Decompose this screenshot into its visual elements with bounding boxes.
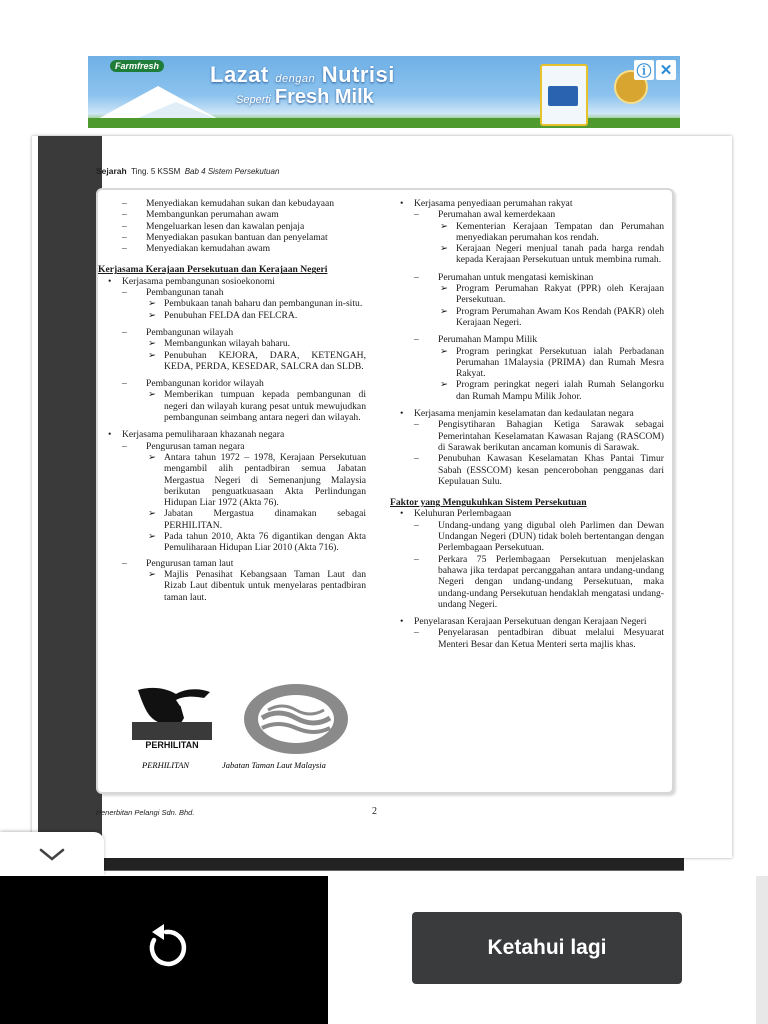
- list-marker: ➢: [148, 531, 157, 543]
- list-marker: •: [400, 408, 404, 420]
- item-text: Memberikan tumpuan kepada pembangunan di negeri dan wilayah kurang pesat untuk mewujudkan pembangunan seimbang antara negeri dan wilayah.: [164, 389, 366, 424]
- bottom-bar-edge: [756, 876, 768, 1024]
- sub-point: [390, 243, 664, 266]
- item-text: Jabatan Mergastua dinamakan sebagai PERHILITAN.: [164, 508, 366, 531]
- item-text: Kerjasama menjamin keselamatan dan kedaulatan negara: [414, 408, 634, 420]
- next-page-edge: [104, 858, 684, 871]
- list-marker: •: [108, 429, 112, 441]
- page-footer: Penerbitan Pelangi Sdn. Bhd.: [96, 808, 195, 817]
- item-text: Keluhuran Perlembagaan: [414, 508, 512, 520]
- notes-box: [96, 188, 674, 794]
- list-marker: –: [122, 378, 127, 390]
- list-marker: ➢: [440, 220, 449, 232]
- list-marker: –: [122, 209, 127, 221]
- dash-item: [98, 243, 366, 254]
- list-marker: ➢: [440, 379, 449, 391]
- list-marker: ➢: [148, 568, 157, 580]
- item-text: Penyelarasan Kerajaan Persekutuan dengan Kerajaan Negeri: [414, 616, 647, 628]
- list-marker: ➢: [148, 451, 157, 463]
- list-marker: –: [414, 271, 419, 283]
- list-marker: –: [122, 231, 127, 243]
- item-text: Penyelarasan pentadbiran dibuat melalui Mesyuarat Menteri Besar dan Ketua Menteri serta majlis khas.: [438, 627, 664, 650]
- dash-item: [98, 327, 366, 338]
- list-marker: –: [414, 627, 419, 639]
- bottom-ad-bar: [0, 876, 768, 1024]
- page-header: Sejarah Ting. 5 KSSM Bab 4 Sistem Persekutuan: [96, 166, 280, 176]
- replay-panel[interactable]: [0, 876, 328, 1024]
- item-text: Perumahan awal kemerdekaan: [438, 209, 556, 221]
- item-text: Perumahan untuk mengatasi kemiskinan: [438, 271, 594, 283]
- list-marker: –: [122, 198, 127, 209]
- chevron-down-icon[interactable]: [38, 846, 66, 862]
- item-text: Pengurusan taman negara: [146, 440, 245, 452]
- document-page: [32, 136, 732, 858]
- dash-item: [390, 554, 664, 610]
- close-icon[interactable]: ✕: [656, 60, 676, 80]
- list-marker: –: [122, 440, 127, 452]
- page-left-shadow: [38, 136, 102, 836]
- list-marker: ➢: [148, 349, 157, 361]
- item-text: Undang-undang yang digubal oleh Parlimen dan Dewan Undangan Negeri (DUN) tidak boleh bertentangan dengan Perlembagaan Persekutuan.: [438, 519, 664, 554]
- list-marker: ➢: [440, 345, 449, 357]
- item-text: Program peringkat negeri ialah Rumah Selangorku dan Rumah Mampu Milik Johor.: [456, 379, 664, 402]
- item-text: Antara tahun 1972 – 1978, Kerajaan Persekutuan mengambil alih pentadbiran semua Jabatan Mergastua Negeri di Semenanjung Malaysia berikutan penguatkuasaan Akta Perlindungan Hidupan Liar 1972 (Akta 76).: [164, 451, 366, 509]
- sub-point: [98, 350, 366, 373]
- list-marker: ➢: [440, 283, 449, 295]
- item-text: Perumahan Mampu Milik: [438, 334, 538, 346]
- dash-item: [98, 441, 366, 452]
- item-text: Perkara 75 Perlembagaan Persekutuan menjelaskan bahawa jika terdapat percanggahan antara undang-undang Negeri dengan undang-undang Persekutuan, maka undang-undang Persekutuan hendaklah mengatasi undang-undang Negeri.: [438, 553, 664, 610]
- ad-controls: [634, 60, 676, 80]
- ad-banner[interactable]: [88, 56, 680, 128]
- sub-point: [98, 531, 366, 554]
- list-marker: –: [414, 209, 419, 221]
- list-marker: ➢: [148, 389, 157, 401]
- dash-item: [390, 272, 664, 283]
- item-text: Membangunkan perumahan awam: [146, 209, 279, 221]
- item-text: Menyediakan kemudahan sukan dan kebudayaan: [146, 198, 335, 209]
- sub-point: [98, 389, 366, 423]
- item-text: Pembangunan koridor wilayah: [146, 378, 264, 390]
- dash-item: [390, 627, 664, 650]
- sub-point: [98, 338, 366, 349]
- item-text: Kerjasama pembangunan sosioekonomi: [122, 275, 275, 287]
- dash-item: [98, 287, 366, 298]
- replay-icon[interactable]: [140, 922, 192, 974]
- item-text: Pembukaan tanah baharu dan pembangunan in-situ.: [164, 298, 363, 310]
- perhilitan-caption: PERHILITAN: [142, 760, 190, 770]
- dash-item: [98, 209, 366, 220]
- list-marker: –: [414, 553, 419, 565]
- dash-item: [390, 453, 664, 487]
- info-icon[interactable]: ⓘ: [634, 60, 654, 80]
- grass-graphic: [88, 118, 680, 128]
- list-marker: •: [108, 275, 112, 287]
- bullet-item: [390, 198, 664, 209]
- item-text: Pengisytiharan Bahagian Ketiga Sarawak sebagai Pemerintahan Keselamatan Kawasan Rajang (RASCOM) di Sarawak berikutan ancaman komunis di Sarawak.: [438, 419, 664, 453]
- hornbill-icon: [132, 684, 212, 740]
- sub-point: [98, 452, 366, 508]
- list-marker: ➢: [148, 298, 157, 310]
- item-text: Kerjasama pemuliharaan khazanah negara: [122, 429, 285, 441]
- perhilitan-wordmark: PERHILITAN: [145, 740, 199, 750]
- left-column: [98, 198, 366, 603]
- dash-item: [390, 419, 664, 453]
- item-text: Kementerian Kerajaan Tempatan dan Perumahan menyediakan perumahan kos rendah.: [456, 220, 664, 243]
- list-marker: –: [122, 220, 127, 232]
- sub-point: [390, 283, 664, 306]
- dash-item: [390, 209, 664, 220]
- sub-point: [98, 508, 366, 531]
- sub-point: [390, 306, 664, 329]
- ad-headline-line1: Lazat dengan Nutrisi: [210, 62, 395, 87]
- dash-item: [390, 520, 664, 554]
- sub-point: [390, 379, 664, 402]
- list-marker: –: [122, 557, 127, 569]
- ad-headline-line2: Seperti Fresh Milk: [236, 86, 374, 108]
- ad-brand-logo: Farmfresh: [110, 60, 164, 72]
- list-marker: ➢: [440, 243, 449, 255]
- dash-item: [98, 198, 366, 209]
- bullet-item: [98, 429, 366, 440]
- item-text: Penubuhan Kawasan Keselamatan Khas Pantai Timur Sabah (ESSCOM) kesan pencerobohan pengganas dari Kepulauan Sulu.: [438, 453, 664, 487]
- item-text: Pembangunan wilayah: [146, 326, 234, 338]
- section-heading: Faktor yang Mengukuhkan Sistem Persekutuan: [390, 497, 587, 509]
- list-marker: ➢: [148, 309, 157, 321]
- marine-park-seal-icon: [242, 682, 350, 756]
- dash-item: [390, 334, 664, 345]
- perhilitan-logo: [130, 678, 214, 750]
- item-text: Penubuhan KEJORA, DARA, KETENGAH, KEDA, PERDA, KESEDAR, SALCRA dan SLDB.: [164, 349, 366, 372]
- list-marker: –: [122, 287, 127, 299]
- list-marker: –: [414, 419, 419, 431]
- item-text: Membangunkan wilayah baharu.: [164, 338, 291, 350]
- item-text: Menyediakan kemudahan awam: [146, 243, 271, 255]
- learn-more-button[interactable]: Ketahui lagi: [412, 912, 682, 984]
- milk-pack-image: [540, 64, 588, 126]
- item-text: Pengurusan taman laut: [146, 557, 234, 569]
- collapse-ad-tab[interactable]: [0, 832, 104, 876]
- item-text: Majlis Penasihat Kebangsaan Taman Laut dan Rizab Laut dibentuk untuk menyelaras pentadbiran taman laut.: [164, 568, 366, 603]
- sub-point: [98, 298, 366, 309]
- bullet-item: [390, 616, 664, 627]
- right-column: [390, 198, 664, 650]
- section-heading: Kerjasama Kerajaan Persekutuan dan Kerajaan Negeri: [98, 264, 328, 276]
- item-text: Pada tahun 2010, Akta 76 digantikan dengan Akta Pemuliharaan Hidupan Liar 2010 (Akta 716).: [164, 531, 366, 554]
- list-marker: ➢: [148, 338, 157, 350]
- item-text: Program Perumahan Awam Kos Rendah (PAKR) oleh Kerajaan Negeri.: [456, 305, 664, 328]
- dash-item: [98, 558, 366, 569]
- sub-point: [390, 346, 664, 380]
- list-marker: –: [122, 326, 127, 338]
- sub-point: [98, 569, 366, 603]
- page-number: 2: [372, 806, 377, 817]
- dash-item: [98, 232, 366, 243]
- bullet-item: [98, 276, 366, 287]
- logos-area: [130, 678, 366, 778]
- list-marker: ➢: [440, 305, 449, 317]
- item-text: Pembangunan tanah: [146, 287, 224, 299]
- sub-point: [98, 310, 366, 321]
- list-marker: –: [414, 519, 419, 531]
- marine-park-caption: Jabatan Taman Laut Malaysia: [222, 760, 326, 770]
- list-marker: •: [400, 198, 404, 209]
- list-marker: –: [414, 334, 419, 346]
- list-marker: •: [400, 616, 404, 628]
- item-text: Mengeluarkan lesen dan kawalan penjaja: [146, 220, 305, 232]
- sub-point: [390, 221, 664, 244]
- bullet-item: [390, 508, 664, 519]
- dash-item: [98, 378, 366, 389]
- dash-item: [98, 221, 366, 232]
- bullet-item: [390, 408, 664, 419]
- item-text: Program peringkat Persekutuan ialah Perbadanan Perumahan 1Malaysia (PRIMA) dan Rumah Mesra Rakyat.: [456, 345, 664, 380]
- list-marker: –: [122, 243, 127, 255]
- item-text: Menyediakan pasukan bantuan dan penyelamat: [146, 231, 328, 243]
- list-marker: ➢: [148, 508, 157, 520]
- item-text: Kerajaan Negeri menjual tanah pada harga rendah kepada Kerajaan Persekutuan untuk membina rumah.: [456, 243, 664, 266]
- list-marker: –: [414, 453, 419, 465]
- list-marker: •: [400, 508, 404, 520]
- item-text: Kerjasama penyediaan perumahan rakyat: [414, 198, 573, 209]
- item-text: Program Perumahan Rakyat (PPR) oleh Kerajaan Persekutuan.: [456, 283, 664, 306]
- item-text: Penubuhan FELDA dan FELCRA.: [164, 309, 298, 321]
